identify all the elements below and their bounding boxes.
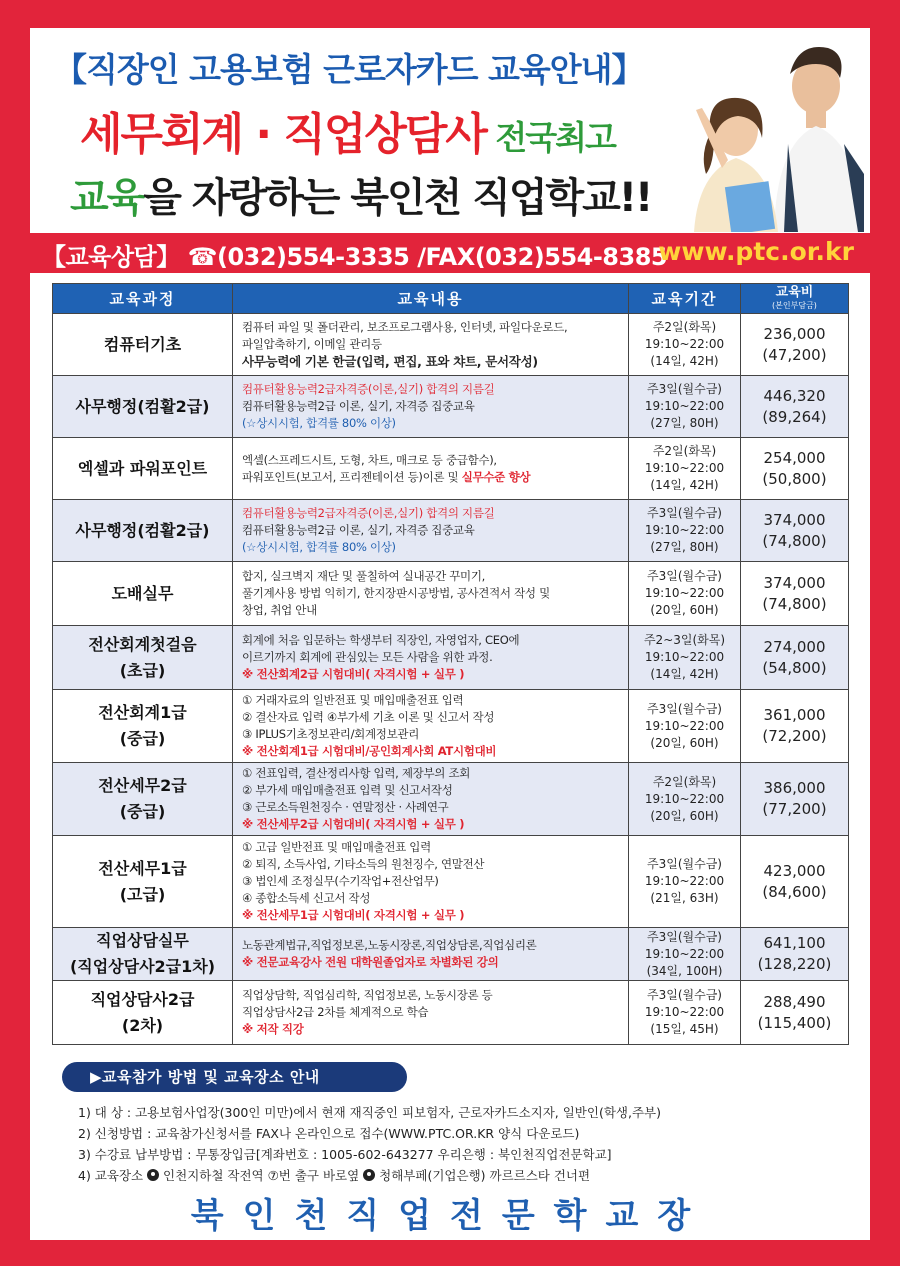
course-name-line: 도배실무 (111, 583, 174, 603)
content-line: 컴퓨터활용능력2급자격증(이론,실기) 합격의 지름길 (242, 506, 495, 520)
content-line: ② 퇴직, 소득사업, 기타소득의 원천징수, 연말전산 (242, 857, 485, 871)
flyer-sheet (30, 28, 870, 1240)
info-location-label: 4) 교육장소 (78, 1168, 148, 1183)
period-line: 19:10~22:00 (644, 523, 725, 537)
course-period (629, 626, 741, 690)
content-line: ③ IPLUS기초정보관리/회계정보관리 (242, 727, 420, 741)
content-line (242, 469, 619, 486)
content-line: ※ 전문교육강사 전원 대학원졸업자로 차별화된 강의 (242, 955, 499, 969)
period-line: 주2~3일(화목) (643, 633, 726, 647)
table-row (53, 928, 849, 981)
course-content (233, 928, 629, 981)
fee-self-pay: (47,200) (762, 345, 827, 364)
course-fee (741, 626, 849, 690)
headline-courses: 세무회계 · 직업상담사 (80, 109, 486, 160)
course-name-line: 엑셀과 파워포인트 (77, 458, 208, 478)
table-row (53, 562, 849, 626)
content-line: 컴퓨터활용능력2급자격증(이론,실기) 합격의 지름길 (242, 382, 495, 396)
table-row (53, 981, 849, 1045)
content-line: 이르기까지 회계에 관심있는 모든 사람을 위한 과정. (242, 650, 493, 664)
course-fee (741, 928, 849, 981)
period-line: (27일, 80H) (650, 540, 719, 554)
period-line: (34일, 100H) (646, 963, 723, 978)
content-text: 파워포인트(보고서, 프리젠테이션 등)이론 및 (242, 469, 462, 484)
period-line: 19:10~22:00 (644, 399, 725, 413)
course-period (629, 500, 741, 562)
course-fee (741, 836, 849, 928)
table-row (53, 690, 849, 763)
period-line: 19:10~22:00 (644, 874, 725, 888)
headline-best: 전국최고 (485, 118, 615, 157)
location-pin-icon (147, 1169, 159, 1181)
course-name-line: 전산회계1급 (98, 703, 187, 722)
content-line: ※ 전산회계1급 시험대비/공인회계사회 AT시험대비 (242, 744, 497, 758)
course-fee (741, 981, 849, 1045)
period-line: (20일, 60H) (650, 735, 719, 750)
period-line: 19:10~22:00 (644, 461, 725, 475)
school-signature: 북인천직업전문학교장 (190, 1196, 710, 1236)
course-name-line: 사무행정(컴활2급) (75, 396, 210, 416)
subheadline-school: 을 자랑하는 북인천 직업학교!! (143, 175, 652, 221)
content-line: 창업, 취업 안내 (242, 603, 317, 617)
content-line: ※ 전산회계2급 시험대비( 자격시험 + 실무 ) (242, 667, 465, 681)
fee-total: 386,000 (763, 779, 826, 797)
table-row (53, 376, 849, 438)
course-name (53, 562, 233, 626)
course-name-line: 전산회계첫걸음 (88, 634, 197, 654)
fee-self-pay: (74,800) (762, 531, 827, 550)
fee-total: 641,100 (763, 934, 826, 952)
fee-total: 423,000 (763, 861, 826, 880)
fee-self-pay: (54,800) (762, 658, 827, 677)
table-row (53, 438, 849, 500)
content-line: ② 결산자료 입력 ④부가세 기초 이론 및 신고서 작성 (242, 710, 495, 724)
period-line: 19:10~22:00 (644, 718, 725, 733)
header-banner (30, 28, 870, 233)
info-location-landmark: 청해부페(기업은행) 까르르스타 건너편 (375, 1168, 591, 1183)
period-line: 주3일(월수금) (647, 857, 722, 871)
period-line: 주3일(월수금) (647, 988, 722, 1002)
website-link[interactable]: www.ptc.or.kr (658, 237, 854, 266)
course-content (233, 438, 629, 500)
period-line: 주2일(화목) (652, 444, 717, 458)
howto-info (78, 1102, 858, 1186)
course-content (233, 836, 629, 928)
fee-self-pay: (72,200) (762, 727, 827, 745)
course-name-line: (2차) (121, 1015, 164, 1035)
content-line: 엑셀(스프레드시트, 도형, 차트, 매크로 등 중급함수), (242, 452, 497, 467)
period-line: 주2일(화목) (652, 774, 717, 789)
period-line: 19:10~22:00 (644, 1005, 725, 1019)
course-name (53, 626, 233, 690)
content-line: ① 고급 일반전표 및 매입매출전표 입력 (242, 840, 431, 854)
content-line: ③ 근로소득원천징수 · 연말정산 · 사례연구 (242, 800, 449, 814)
course-fee (741, 438, 849, 500)
subheadline-education: 교육 (70, 175, 144, 221)
content-line: 회계에 처음 입문하는 학생부터 직장인, 자영업자, CEO에 (242, 633, 520, 647)
course-content (233, 626, 629, 690)
course-period (629, 763, 741, 836)
course-name (53, 500, 233, 562)
content-highlight: 실무수준 향상 (461, 469, 531, 484)
content-line: ① 전표입력, 결산정리사항 입력, 제장부의 조회 (242, 766, 471, 780)
fee-self-pay: (128,220) (757, 955, 832, 973)
table-row (53, 626, 849, 690)
course-name-line: (중급) (119, 729, 166, 748)
content-line: 노동관계법규,직업정보론,노동시장론,직업상담론,직업심리론 (242, 938, 537, 952)
header-content: 교육내용 (233, 284, 629, 314)
content-line: 직업상담학, 직업심리학, 직업정보론, 노동시장론 등 (242, 988, 493, 1002)
period-line: (15일, 45H) (650, 1022, 719, 1036)
info-location (78, 1165, 858, 1186)
course-name-line: 사무행정(컴활2급) (75, 520, 210, 540)
course-period (629, 928, 741, 981)
content-line: 컴퓨터 파일 및 폴더관리, 보조프로그램사용, 인터넷, 파일다운로드, (242, 320, 568, 334)
course-period (629, 690, 741, 763)
period-line: 주3일(월수금) (647, 929, 722, 944)
period-line: (14일, 42H) (650, 478, 719, 492)
course-period (629, 836, 741, 928)
table-row (53, 763, 849, 836)
content-line: ② 부가세 매입매출전표 입력 및 신고서작성 (242, 783, 453, 797)
content-line: (☆상시시험, 합격률 80% 이상) (242, 540, 396, 554)
contact-bar (30, 233, 870, 273)
header-fee-label: 교육비 (775, 284, 814, 300)
table-row (53, 500, 849, 562)
header-period: 교육기간 (629, 284, 741, 314)
fee-self-pay: (115,400) (757, 1013, 832, 1032)
fee-self-pay: (77,200) (762, 800, 827, 818)
howto-title: ▶교육참가 방법 및 교육장소 안내 (62, 1062, 407, 1092)
headline (80, 98, 615, 162)
fee-total: 274,000 (763, 637, 826, 656)
course-period (629, 376, 741, 438)
course-content (233, 763, 629, 836)
period-line: 주3일(월수금) (647, 701, 722, 716)
course-content (233, 314, 629, 376)
content-line: ④ 종합소득세 신고서 작성 (242, 891, 371, 905)
location-pin-icon (363, 1169, 375, 1181)
course-fee (741, 690, 849, 763)
students-illustration (688, 34, 864, 232)
fee-total: 446,320 (763, 386, 826, 405)
period-line: (14일, 42H) (650, 667, 719, 681)
course-name-line: 직업상담사2급 (90, 989, 195, 1009)
content-line: 컴퓨터활용능력2급 이론, 실기, 자격증 집중교육 (242, 523, 475, 537)
content-line: ③ 법인세 조정실무(수기작업+전산업무) (242, 874, 439, 888)
course-table (52, 283, 849, 1045)
period-line: 19:10~22:00 (644, 586, 725, 600)
course-fee (741, 500, 849, 562)
fee-total: 374,000 (763, 573, 826, 592)
course-name (53, 763, 233, 836)
table-row (53, 314, 849, 376)
course-period (629, 562, 741, 626)
course-name-line: (고급) (119, 884, 166, 904)
period-line: 19:10~22:00 (644, 946, 725, 961)
contact-phone-fax: 【교육상담】 ☎(032)554-3335 /FAX(032)554-8385 (42, 243, 668, 271)
course-name-line: 전산세무2급 (98, 776, 187, 795)
course-content (233, 690, 629, 763)
period-line: 주3일(월수금) (647, 506, 722, 520)
fee-total: 288,490 (763, 992, 826, 1011)
course-name-line: 직업상담실무 (96, 931, 189, 950)
content-line: 합지, 실크벽지 재단 및 풀칠하여 실내공간 꾸미기, (242, 569, 486, 583)
content-line: 풀기계사용 방법 익히기, 한지장판시공방법, 공사견적서 작성 및 (242, 586, 550, 600)
info-apply: 2) 신청방법 : 교육참가신청서를 FAX나 온라인으로 접수(WWW.PTC.OR.KR 양식 다운로드) (78, 1126, 580, 1141)
course-name (53, 438, 233, 500)
fee-total: 236,000 (763, 324, 826, 343)
course-content (233, 500, 629, 562)
period-line: 주3일(월수금) (647, 382, 722, 396)
course-fee (741, 763, 849, 836)
content-line: 사무능력에 기본 한글(입력, 편집, 표와 챠트, 문서작성) (242, 354, 538, 369)
period-line: 19:10~22:00 (644, 650, 725, 664)
course-period (629, 981, 741, 1045)
course-content (233, 376, 629, 438)
course-period (629, 314, 741, 376)
fee-total: 254,000 (763, 448, 826, 467)
course-period (629, 438, 741, 500)
course-name (53, 981, 233, 1045)
course-name-line: (초급) (119, 660, 166, 680)
course-name-line: (직업상담사2급1차) (69, 957, 216, 976)
period-line: (14일, 42H) (650, 354, 719, 368)
fee-self-pay: (50,800) (762, 469, 827, 488)
subheadline (70, 166, 651, 223)
period-line: (20일, 60H) (650, 603, 719, 617)
period-line: (20일, 60H) (650, 808, 719, 823)
header-course: 교육과정 (53, 284, 233, 314)
fee-total: 374,000 (763, 510, 826, 529)
fee-self-pay: (89,264) (762, 407, 827, 426)
info-location-station: 인천지하철 작전역 ⑦번 출구 바로옆 (159, 1168, 364, 1183)
content-line: ※ 전산세무1급 시험대비( 자격시험 + 실무 ) (242, 908, 465, 922)
content-line: 파일압축하기, 이메일 관리등 (242, 337, 382, 351)
fee-total: 361,000 (763, 706, 826, 724)
course-name-line: 전산세무1급 (98, 858, 187, 878)
fee-self-pay: (74,800) (762, 594, 827, 613)
content-line: ※ 전산세무2급 시험대비( 자격시험 + 실무 ) (242, 817, 465, 831)
header-fee-note: (본인부담금) (772, 300, 817, 310)
course-name (53, 836, 233, 928)
table-header-row (53, 284, 849, 314)
course-content (233, 981, 629, 1045)
content-line: ① 거래자료의 일반전표 및 매입매출전표 입력 (242, 693, 464, 707)
page-title: 【직장인 고용보험 근로자카드 교육안내】 (54, 50, 644, 89)
course-name (53, 376, 233, 438)
course-name-line: (중급) (119, 802, 166, 821)
content-line: ※ 저작 직강 (242, 1022, 304, 1036)
course-fee (741, 562, 849, 626)
period-line: 19:10~22:00 (644, 791, 725, 806)
period-line: (27일, 80H) (650, 416, 719, 430)
period-line: 주3일(월수금) (647, 569, 722, 583)
course-fee (741, 376, 849, 438)
table-row (53, 836, 849, 928)
content-line: 직업상담사2급 2차를 체계적으로 학습 (242, 1005, 429, 1019)
period-line: 19:10~22:00 (644, 337, 725, 351)
content-line: 컴퓨터활용능력2급 이론, 실기, 자격증 집중교육 (242, 399, 475, 413)
period-line: (21일, 63H) (650, 891, 719, 905)
content-line: (☆상시시험, 합격률 80% 이상) (242, 416, 396, 430)
period-line: 주2일(화목) (652, 320, 717, 334)
info-payment: 3) 수강료 납부방법 : 무통장입금[계좌번호 : 1005-602-643277 우리은행 : 북인천직업전문학교] (78, 1147, 612, 1162)
course-name (53, 314, 233, 376)
fee-self-pay: (84,600) (762, 882, 827, 901)
course-name (53, 928, 233, 981)
header-fee (741, 284, 849, 314)
course-fee (741, 314, 849, 376)
info-target: 1) 대 상 : 고용보험사업장(300인 미만)에서 현재 재직중인 피보험자, 근로자카드소지자, 일반인(학생,주부) (78, 1105, 661, 1120)
course-name (53, 690, 233, 763)
course-name-line: 컴퓨터기초 (103, 334, 182, 354)
course-content (233, 562, 629, 626)
